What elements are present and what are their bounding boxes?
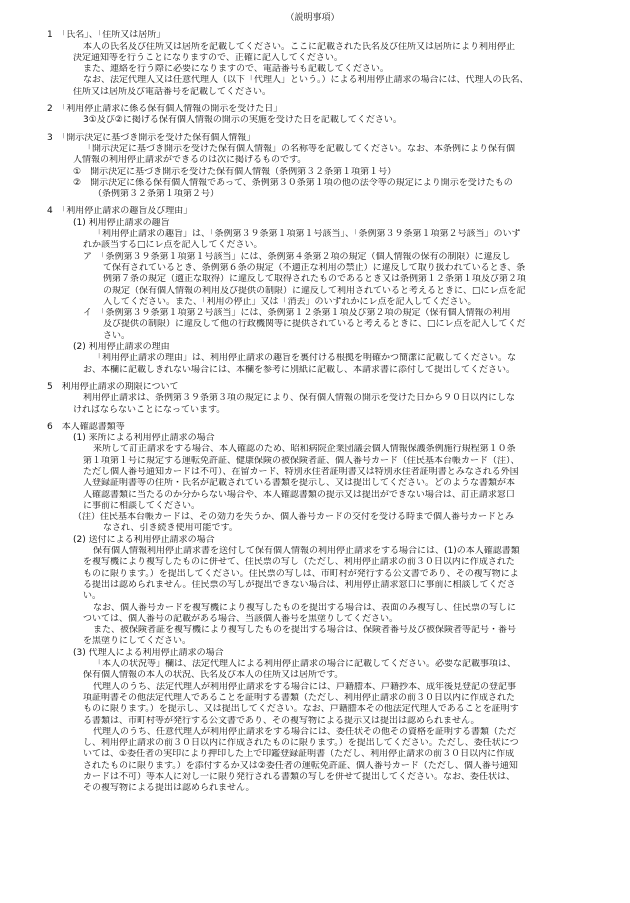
text-line: なされ、引き続き使用可能です。 xyxy=(103,523,238,534)
text-line: （注）住民基本台帳カードは、その効力を失うか、個人番号カードの交付を受ける時まで個人番号カードとみ xyxy=(73,512,515,523)
text-line: 保有個人情報利用停止請求書を送付して保有個人情報の利用停止請求をする場合には、(1)の本人確認書類 xyxy=(93,546,520,557)
text-line: ア 「条例第３９条第１項第１号該当」には、条例第４条第２項の規定（個人情報の保有の制限）に違反し xyxy=(83,251,511,262)
text-line: 本人の氏名及び住所又は居所を記載してください。ここに記載された氏名及び住所又は居所により利用停止 xyxy=(83,41,516,52)
text-line: 1 「氏名」、「住所又は居所」 xyxy=(47,30,166,41)
section-4 xyxy=(47,206,578,375)
text-line: いては、①委任者の実印により押印した上で印鑑登録証明書（ただし、利用停止請求の前３０日以内に作成 xyxy=(83,749,515,760)
text-line: の規定（保有個人情報の利用及び提供の制限）に違反して利用されていると考えるときに、□にレ点を記 xyxy=(103,285,526,296)
text-line: ければならないことになっています。 xyxy=(73,404,226,415)
text-line: に事前に相談してください。 xyxy=(83,500,201,511)
text-line: れか該当する□にレ点を記入してください。 xyxy=(83,240,263,251)
text-line: (3) 代理人による利用停止請求の場合 xyxy=(73,647,224,658)
text-line: ものに限ります。）を提出してください。住民票の写しは、市町村が発行する公文書であり、その複写物によ xyxy=(83,568,519,579)
text-line: 住所又は居所及び電話番号を記載してください。 xyxy=(73,86,272,97)
text-line: (2) 送付による利用停止請求の場合 xyxy=(73,534,215,545)
text-line: る提出は認められません。住民票の写しが提出できない場合は、利用停止請求窓口に事前に相談してくださ xyxy=(83,579,516,590)
text-line: イ 「条例第３９条第１項第２号該当」には、条例第１２条第１項及び第２項の規定（保有個人情報の利用 xyxy=(83,308,511,319)
text-line: る書類は、市町村等が発行する公文書であり、その複写物による提示又は提出は認められません。 xyxy=(83,715,480,726)
text-line: 人確認書類に当たるのか分からない場合や、本人確認書類の提示又は提出ができない場合は、訂正請求窓口 xyxy=(83,489,515,500)
text-line: 決定通知等を行うことになりますので、正確に記入してください。 xyxy=(73,52,343,63)
section-2 xyxy=(47,104,578,127)
text-line: を黒塗りにしてください。 xyxy=(83,636,192,647)
text-line: (1) 利用停止請求の趣旨 xyxy=(73,217,170,228)
text-line: ただし個人番号通知カードは不可）、在留カード、特別永住者証明書又は特別永住者証明書とみなされる外国 xyxy=(83,466,519,477)
text-line: を複写機により複写したものに併せて、住民票の写し（ただし、利用停止請求の前３０日以内に作成された xyxy=(83,557,515,568)
text-line: 保有個人情報の本人の状況、氏名及び本人の住所又は居所です。 xyxy=(83,670,344,681)
text-line: （条例第３２条第１項第２号） xyxy=(93,189,220,200)
text-line: さい。 xyxy=(103,330,131,341)
text-line: (2) 利用停止請求の理由 xyxy=(73,342,170,353)
text-line: されたものに限ります。）を添付するか又は②委任者の運転免許証、個人番号カード（ただし、個人番号通知 xyxy=(83,760,518,771)
text-line: (1) 来所による利用停止請求の場合 xyxy=(73,433,215,444)
text-line: その複写物による提出は認められません。 xyxy=(83,783,255,794)
text-line: なお、個人番号カードを複写機により複写したものを提出する場合は、表面のみ複写し、住民票の写しに xyxy=(93,602,517,613)
text-line: 及び提供の制限）に違反して他の行政機関等に提供されていると考えるときに、□にレ点を記入してくだ xyxy=(103,319,526,330)
explanation-content xyxy=(47,30,578,794)
text-line: 「開示決定に基づき開示を受けた保有個人情報」の名称等を記載してください。なお、本条例により保有個 xyxy=(83,143,516,154)
text-line: て保有されているとき、条例第６条の規定（不適正な利用の禁止）に違反して取り扱われているとき、条 xyxy=(103,262,526,273)
text-line: 「本人の状況等」欄は、法定代理人による利用停止請求の場合に記載してください。必要な記載事項は、 xyxy=(93,659,517,670)
text-line: 2 「利用停止請求に係る保有個人情報の開示を受けた日」 xyxy=(47,104,283,115)
text-line: 利用停止請求は、条例第３９条第３項の規定により、保有個人情報の開示を受けた日から９０日以内にしな xyxy=(83,393,516,404)
text-line: 「利用停止請求の理由」は、利用停止請求の趣旨を裏付ける根拠を明確かつ簡潔に記載してください。な xyxy=(93,353,517,364)
text-line: また、被保険者証を複写機により複写したものを提出する場合は、保険者番号及び被保険者等記号・番号 xyxy=(93,625,517,636)
text-line: い。 xyxy=(83,591,102,602)
text-line: 代理人のうち、法定代理人が利用停止請求をする場合には、戸籍謄本、戸籍抄本、成年後見登記の登記事 xyxy=(93,681,517,692)
text-line: ついては、個人番号の記載がある場合、当該個人番号を黒塗りしてください。 xyxy=(83,613,399,624)
text-line: 第１項第１号に規定する運転免許証、健康保険の被保険者証、個人番号カード（住民基本台帳カード（注）、 xyxy=(83,455,520,466)
section-6 xyxy=(47,422,578,795)
text-line: 項証明書その他法定代理人であることを証明する書類（ただし、利用停止請求の前３０日以内に作成された xyxy=(83,692,516,703)
section-3 xyxy=(47,133,578,201)
text-line: カードは不可）等本人に対し一に限り発行される書類の写しを併せて提出してください。なお、委任状は、 xyxy=(83,772,516,782)
text-line: 5 利用停止請求の期限について xyxy=(47,381,179,392)
text-line: 代理人のうち、任意代理人が利用停止請求をする場合には、委任状その他その資格を証明する書類（ただ xyxy=(93,726,517,737)
text-line: 例第７条の規定（適正な取得）に違反して取得されたものであるとき又は条例第１２条第１項及び第２項 xyxy=(103,274,527,285)
text-line: 人登録証明書等の住所・氏名が記載されている書類を提示し、又は提出してください。どのような書類が本 xyxy=(83,478,516,489)
text-line: なお、法定代理人又は任意代理人（以下「代理人」という。）による利用停止請求の場合には、代理人の氏名、 xyxy=(83,75,529,86)
text-line: ものに限ります。）を提示し、又は提出してください。なお、戸籍謄本その他法定代理人であることを証明す xyxy=(83,704,519,715)
text-line: 人情報の利用停止請求ができるのは次に掲げるものです。 xyxy=(73,155,307,166)
text-line: また、連絡を行う際に必要になりますので、電話番号も記載してください。 xyxy=(83,64,389,75)
text-line: 6 本人確認書類等 xyxy=(47,421,125,432)
section-1 xyxy=(47,30,578,98)
text-line: 3 「開示決定に基づき開示を受けた保有個人情報」 xyxy=(47,132,256,143)
text-line: ② 開示決定に係る保有個人情報であって、条例第３０条第１項の他の法令等の規定により開示を受けたもの xyxy=(73,177,513,188)
text-line: 入してください。また、「利用の停止」又は「消去」のいずれかにレ点を記入してください。 xyxy=(103,296,477,307)
text-line: 4 「利用停止請求の趣旨及び理由」 xyxy=(47,206,193,217)
text-line: 「利用停止請求の趣旨」は、「条例第３９条第１項第１号該当」、「条例第３９条第１項第２号該当」のいず xyxy=(93,229,521,240)
page-title: （説明事項） xyxy=(285,13,340,23)
text-line: お、本欄に記載しきれない場合には、本欄を参考に別紙に記載し、本請求書に添付して提出してください。 xyxy=(83,364,516,375)
text-line: ① 開示決定に基づき開示を受けた保有個人情報（条例第３２条第１項第１号） xyxy=(73,166,397,177)
text-line: 来所して訂正請求をする場合、本人確認のため、昭和病院企業団議会個人情報保護条例施行規程第１０条 xyxy=(93,444,516,455)
text-line: 3①及び②に掲げる保有個人情報の開示の実施を受けた日を記載してください。 xyxy=(83,115,402,126)
text-line: し、利用停止請求の前３０日以内に作成されたものに限ります。）を提出してください。ただし、委任状につ xyxy=(83,738,519,749)
section-5 xyxy=(47,382,578,416)
